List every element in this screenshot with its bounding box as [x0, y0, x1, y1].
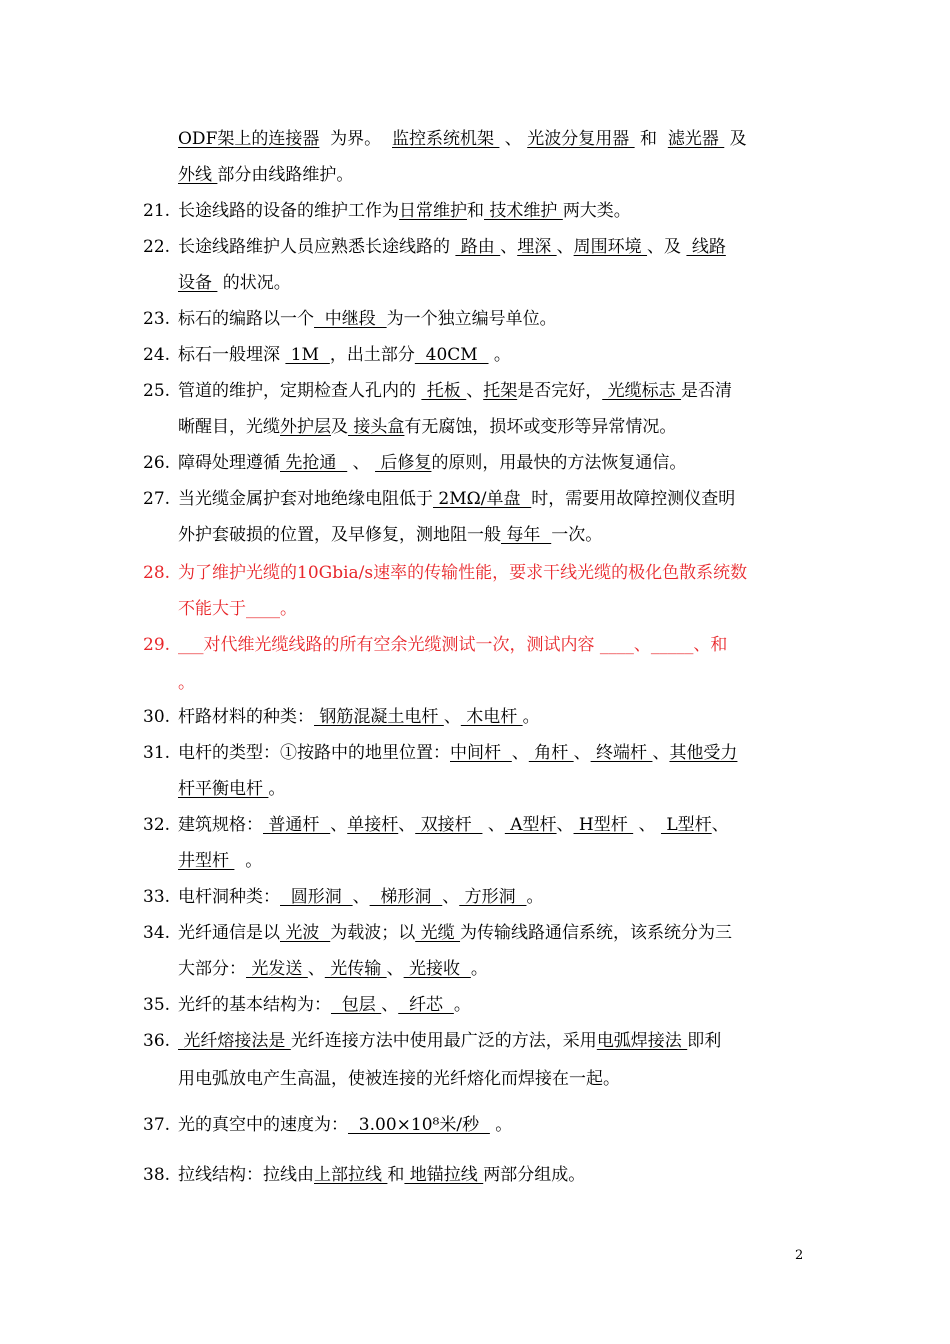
line-text	[178, 306, 557, 332]
line-text	[178, 270, 291, 296]
answer-blank: A型杆	[504, 815, 557, 835]
answer-blank: 终端杆	[590, 743, 653, 763]
answer-blank: 监控系统机架	[392, 129, 500, 149]
line-text	[178, 848, 262, 874]
line-text	[178, 740, 737, 766]
text-segment: 杆路材料的种类：	[178, 707, 314, 727]
text-segment: 。	[522, 707, 540, 727]
text-line	[0, 560, 950, 586]
line-text	[178, 812, 729, 838]
text-segment: 部分由线路维护。	[217, 165, 354, 185]
answer-blank: H型杆	[573, 815, 634, 835]
text-segment: 是否完好，	[517, 381, 603, 401]
text-segment: 为载波；以	[330, 923, 416, 943]
line-text	[178, 198, 631, 224]
answer-blank: 托板	[421, 381, 467, 401]
text-segment: 一次。	[551, 525, 603, 545]
line-text	[178, 992, 471, 1018]
answer-blank: 路由	[455, 237, 501, 257]
item-number: 27.	[143, 489, 171, 509]
text-line	[0, 670, 950, 696]
text-line	[0, 486, 950, 512]
text-line	[0, 1066, 950, 1092]
text-segment: 。	[268, 779, 286, 799]
text-line	[0, 596, 950, 622]
text-segment: 。	[280, 599, 297, 619]
text-segment: 。	[234, 851, 263, 871]
text-segment: 建筑规格：	[178, 815, 263, 835]
text-segment: 。	[453, 995, 471, 1015]
text-segment: 当光缆金属护套对地绝缘电阻低于	[178, 489, 433, 509]
text-line	[0, 270, 950, 296]
text-segment: 、	[573, 743, 591, 763]
text-segment: 不能大于	[178, 599, 246, 619]
item-number: 36.	[143, 1031, 171, 1051]
text-segment: 、	[398, 815, 416, 835]
text-segment: 光的真空中的速度为：	[178, 1115, 348, 1135]
text-segment: 光纤连接方法中使用最广泛的方法，采用	[290, 1031, 597, 1051]
text-line	[0, 884, 950, 910]
text-segment: 有无腐蚀，损坏或变形等异常情况。	[404, 417, 677, 437]
text-segment: 。	[489, 1115, 513, 1135]
answer-blank: 包层	[331, 995, 382, 1015]
text-segment: 用电弧放电产生高温，使被连接的光纤熔化而焊接在一起。	[178, 1069, 620, 1089]
answer-blank: 接头盒	[348, 417, 405, 437]
text-line	[0, 992, 950, 1018]
text-segment: 标石的编路以一个	[178, 309, 314, 329]
line-text	[178, 670, 195, 696]
text-segment: ____	[599, 635, 634, 655]
text-line	[0, 414, 950, 440]
text-line	[0, 704, 950, 730]
text-segment: 、	[330, 815, 348, 835]
answer-blank: 托架	[483, 381, 518, 401]
text-line	[0, 632, 950, 658]
answer-blank: 杆平衡电杆	[178, 779, 269, 799]
text-segment: 管道的维护，定期检查人孔内的	[178, 381, 422, 401]
line-text	[178, 920, 732, 946]
answer-blank: 外护层	[280, 417, 331, 437]
item-number: 34.	[143, 923, 171, 943]
line-text	[178, 1112, 512, 1138]
text-segment: 。	[178, 673, 195, 693]
text-segment: 障碍处理遵循	[178, 453, 280, 473]
text-segment: 、	[307, 959, 325, 979]
text-segment: 、	[499, 129, 528, 149]
text-segment: ___	[178, 635, 204, 655]
text-line	[0, 740, 950, 766]
answer-blank: 埋深	[517, 237, 557, 257]
text-segment: 及	[724, 129, 747, 149]
text-segment: 、	[443, 707, 461, 727]
text-segment: 光纤通信是以	[178, 923, 280, 943]
item-number: 32.	[143, 815, 171, 835]
answer-blank: 光发送	[246, 959, 308, 979]
answer-blank: 光纤熔接法是	[178, 1031, 291, 1051]
text-segment: 即利	[687, 1031, 722, 1051]
text-line	[0, 776, 950, 802]
text-segment: 为了维护光缆的10Gbia/s速率的传输性能，要求干线光缆的极化色散系统数	[178, 563, 748, 583]
text-line	[0, 1028, 950, 1054]
answer-blank: 技术维护	[484, 201, 563, 221]
answer-blank: 设备	[178, 273, 218, 293]
line-text	[178, 884, 543, 910]
text-line	[0, 522, 950, 548]
text-segment: 为界。	[319, 129, 392, 149]
answer-blank: 2MΩ/单盘	[433, 489, 532, 509]
text-segment: 光纤的基本结构为：	[178, 995, 331, 1015]
answer-blank: 梯形洞	[369, 887, 443, 907]
text-segment: 、	[556, 237, 574, 257]
text-segment: 的原则，用最快的方法恢复通信。	[431, 453, 687, 473]
line-text	[178, 522, 602, 548]
text-segment: 。	[470, 959, 488, 979]
text-segment: 、及	[647, 237, 687, 257]
item-number: 31.	[143, 743, 171, 763]
text-segment: 两大类。	[562, 201, 631, 221]
answer-blank: 3.00×10⁸米/秒	[348, 1115, 490, 1135]
item-number: 24.	[143, 345, 171, 365]
line-text	[178, 776, 285, 802]
answer-blank: 井型杆	[178, 851, 235, 871]
text-segment: 、和	[693, 635, 728, 655]
text-segment: 为一个独立编号单位。	[386, 309, 557, 329]
text-line	[0, 1112, 950, 1138]
answer-blank: 上部拉线	[314, 1165, 388, 1185]
item-number: 37.	[143, 1115, 171, 1135]
answer-blank: 中继段	[314, 309, 387, 329]
item-number: 23.	[143, 309, 171, 329]
line-text	[178, 1066, 620, 1092]
text-line	[0, 450, 950, 476]
text-segment: 、	[652, 743, 670, 763]
item-number: 38.	[143, 1165, 171, 1185]
answer-blank: 普通杆	[263, 815, 331, 835]
text-segment: 拉线结构：拉线由	[178, 1165, 314, 1185]
item-number: 30.	[143, 707, 171, 727]
item-number: 26.	[143, 453, 171, 473]
text-segment: 及	[331, 417, 348, 437]
text-line	[0, 198, 950, 224]
text-line	[0, 126, 950, 152]
answer-blank: L型杆	[660, 815, 712, 835]
text-segment: 为传输线路通信系统，该系统分为三	[460, 923, 733, 943]
line-text	[178, 596, 297, 622]
line-text	[178, 450, 686, 476]
answer-blank: 其他受力	[669, 743, 738, 763]
answer-blank: 角杆	[528, 743, 574, 763]
line-text	[178, 1162, 585, 1188]
text-segment: 、	[386, 959, 404, 979]
item-number: 22.	[143, 237, 171, 257]
answer-blank: 光波分复用器	[527, 129, 635, 149]
answer-blank: 滤光器	[667, 129, 725, 149]
text-segment: ____	[246, 599, 280, 619]
text-segment: 电杆洞种类：	[178, 887, 280, 907]
line-text	[178, 560, 747, 586]
text-segment: 、	[500, 237, 518, 257]
item-number: 21.	[143, 201, 171, 221]
text-segment: 、	[633, 635, 651, 655]
text-segment: 和	[634, 129, 668, 149]
text-segment: 长途线路的设备的维护工作为	[178, 201, 399, 221]
answer-blank: 钢筋混凝土电杆	[314, 707, 444, 727]
text-line	[0, 1162, 950, 1188]
text-line	[0, 342, 950, 368]
line-text	[178, 704, 540, 730]
text-segment: 的状况。	[217, 273, 291, 293]
text-segment: 、	[466, 381, 484, 401]
text-segment: 是否清	[681, 381, 733, 401]
answer-blank: 纤芯	[398, 995, 454, 1015]
text-segment: 、	[711, 815, 729, 835]
line-text	[178, 126, 747, 152]
line-text	[178, 632, 727, 658]
text-segment: 对代维光缆线路的所有空余光缆测试一次，测试内容	[203, 635, 600, 655]
text-segment: 、	[381, 995, 399, 1015]
text-segment: 两部分组成。	[483, 1165, 586, 1185]
text-segment: 电杆的类型：①按路中的地里位置：	[178, 743, 450, 763]
answer-blank: 外线	[178, 165, 218, 185]
answer-blank: 光接收	[403, 959, 471, 979]
answer-blank: 方形洞	[459, 887, 527, 907]
text-line	[0, 956, 950, 982]
text-segment: 、	[347, 453, 376, 473]
answer-blank: 后修复	[375, 453, 432, 473]
text-segment: 、	[352, 887, 370, 907]
text-segment: 晰醒目，光缆	[178, 417, 280, 437]
text-segment: 。	[488, 345, 511, 365]
answer-blank: 光缆	[415, 923, 461, 943]
text-segment: 和	[467, 201, 484, 221]
text-segment: 。	[526, 887, 544, 907]
text-segment: 、	[511, 743, 529, 763]
answer-blank: 线路	[686, 237, 726, 257]
answer-blank: 光缆标志	[602, 381, 682, 401]
answer-blank: 日常维护	[399, 201, 467, 221]
answer-blank: 光传输	[324, 959, 387, 979]
line-text	[178, 956, 488, 982]
page-number: 2	[795, 1248, 804, 1263]
answer-blank: 中间杆	[450, 743, 512, 763]
item-number: 25.	[143, 381, 171, 401]
text-line	[0, 162, 950, 188]
item-number: 33.	[143, 887, 171, 907]
text-segment: 、	[556, 815, 574, 835]
text-line	[0, 378, 950, 404]
text-segment: 时，需要用故障控测仪查明	[531, 489, 736, 509]
text-segment: 和	[387, 1165, 405, 1185]
answer-blank: 电弧焊接法	[596, 1031, 688, 1051]
text-segment: ，出土部分	[329, 345, 415, 365]
text-segment: 、	[482, 815, 505, 835]
text-line	[0, 812, 950, 838]
answer-blank: 双接杆	[415, 815, 483, 835]
line-text	[178, 162, 353, 188]
text-segment: 标石一般埋深	[178, 345, 286, 365]
answer-blank: 1M	[285, 345, 330, 365]
answer-blank: 周围环境	[573, 237, 648, 257]
line-text	[178, 414, 676, 440]
line-text	[178, 486, 735, 512]
text-line	[0, 234, 950, 260]
line-text	[178, 234, 726, 260]
answer-blank: 光波	[280, 923, 331, 943]
answer-blank: 单接杆	[347, 815, 399, 835]
text-segment: _____	[650, 635, 694, 655]
line-text	[178, 378, 732, 404]
answer-blank: 40CM	[414, 345, 489, 365]
item-number: 28.	[143, 563, 171, 583]
item-number: 29.	[143, 635, 171, 655]
answer-blank: 每年	[501, 525, 552, 545]
answer-blank: 先抢通	[280, 453, 348, 473]
line-text	[178, 342, 511, 368]
answer-blank: 圆形洞	[280, 887, 353, 907]
text-segment: 、	[633, 815, 661, 835]
item-number: 35.	[143, 995, 171, 1015]
text-line	[0, 848, 950, 874]
text-segment: 、	[442, 887, 460, 907]
text-segment: 大部分：	[178, 959, 246, 979]
answer-blank: 木电杆	[460, 707, 523, 727]
text-segment: 长途线路维护人员应熟悉长途线路的	[178, 237, 456, 257]
line-text	[178, 1028, 721, 1054]
text-line	[0, 306, 950, 332]
text-segment: 外护套破损的位置，及早修复，测地阻一般	[178, 525, 501, 545]
text-line	[0, 920, 950, 946]
answer-blank: 地锚拉线	[404, 1165, 484, 1185]
answer-blank: ODF架上的连接器	[178, 129, 320, 149]
